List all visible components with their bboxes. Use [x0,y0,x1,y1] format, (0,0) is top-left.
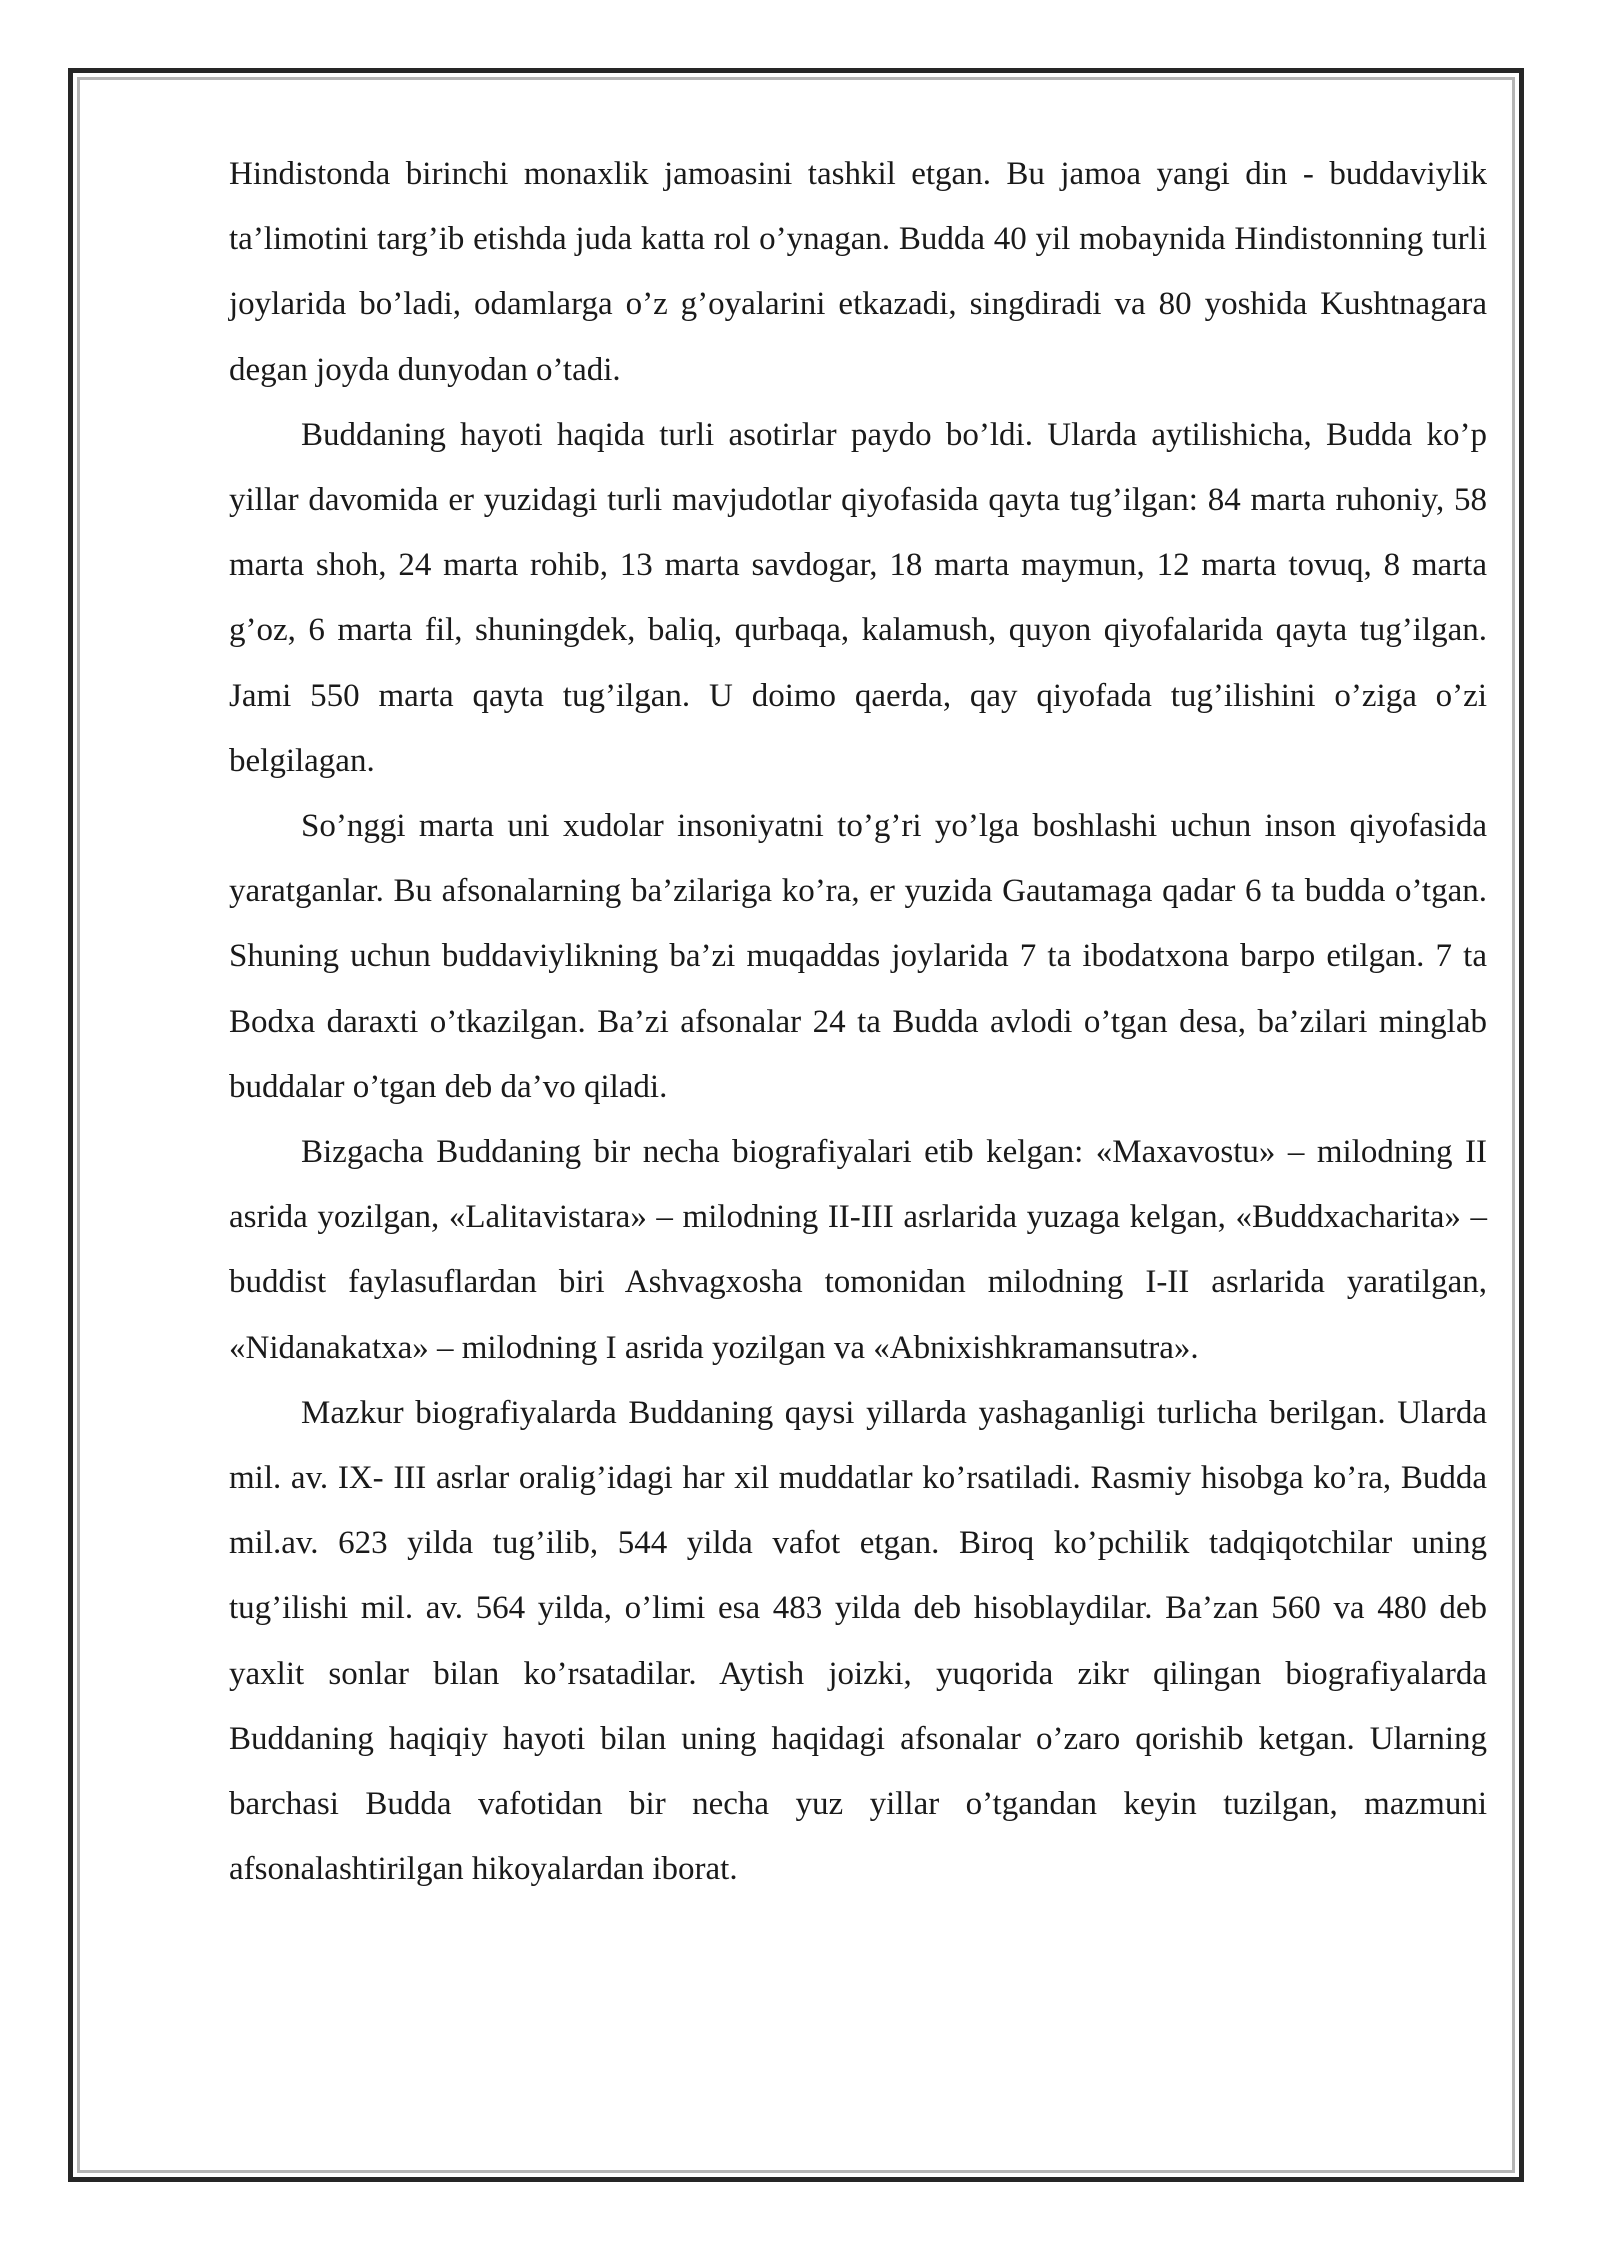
paragraph-5: Mazkur biografiyalarda Buddaning qaysi yillarda yashaganligi turlicha berilgan. Ularda mil. av. IX- III asrlar oralig’idagi har xil muddatlar ko’rsatiladi. Rasmiy hisobga ko’ra, Budda mil.av. 623 yilda tug’ilib, 544 yilda vafot etgan. Biroq ko’pchilik tadqiqotchilar uning tug’ilishi mil. av. 564 yilda, o’limi esa 483 yilda deb hisoblaydilar. Ba’zan 560 va 480 deb yaxlit sonlar bilan ko’rsatadilar. Aytish joizki, yuqorida zikr qilingan biografiyalarda Buddaning haqiqiy hayoti bilan uning haqidagi afsonalar o’zaro qorishib ketgan. Ularning barchasi Budda vafotidan bir necha yuz yillar o’tgandan keyin tuzilgan, mazmuni afsonalashtirilgan hikoyalardan iborat. [229,1394,1487,1888]
paragraph-2: Buddaning hayoti haqida turli asotirlar paydo bo’ldi. Ularda aytilishicha, Budda ko’p yillar davomida er yuzidagi turli mavjudotlar qiyofasida qayta tug’ilgan: 84 marta ruhoniy, 58 marta shoh, 24 marta rohib, 13 marta savdogar, 18 marta maymun, 12 marta tovuq, 8 marta g’oz, 6 marta fil, shuningdek, baliq, qurbaqa, kalamush, quyon qiyofalarida qayta tug’ilgan. Jami 550 marta qayta tug’ilgan. U doimo qaerda, qay qiyofada tug’ilishini o’ziga o’zi belgilagan. [229,416,1487,779]
paragraph-1: Hindistonda birinchi monaxlik jamoasini tashkil etgan. Bu jamoa yangi din - buddaviylik ta’limotini targ’ib etishda juda katta rol o’ynagan. Budda 40 yil mobaynida Hindistonning turli joylarida bo’ladi, odamlarga o’z g’oyalarini etkazadi, singdiradi va 80 yoshida Kushtnagara degan joyda dunyodan o’tadi. [229,156,1487,388]
paragraph-3: So’nggi marta uni xudolar insoniyatni to’g’ri yo’lga boshlashi uchun inson qiyofasida yaratganlar. Bu afsonalarning ba’zilariga ko’ra, er yuzida Gautamaga qadar 6 ta budda o’tgan. Shuning uchun buddaviylikning ba’zi muqaddas joylarida 7 ta ibodatxona barpo etilgan. 7 ta Bodxa daraxti o’tkazilgan. Ba’zi afsonalar 24 ta Budda avlodi o’tgan desa, ba’zilari minglab buddalar o’tgan deb da’vo qiladi. [229,808,1487,1105]
paragraph-4: Bizgacha Buddaning bir necha biografiyalari etib kelgan: «Maxavostu» – milodning II asrida yozilgan, «Lalitavistara» – milodning II-III asrlarida yuzaga kelgan, «Buddxacharita» – buddist faylasuflardan biri Ashvagxosha tomonidan milodning I-II asrlarida yaratilgan, «Nidanakatxa» – milodning I asrida yozilgan va «Abnixishkramansutra». [229,1134,1487,1366]
document-body [229,142,1487,1902]
